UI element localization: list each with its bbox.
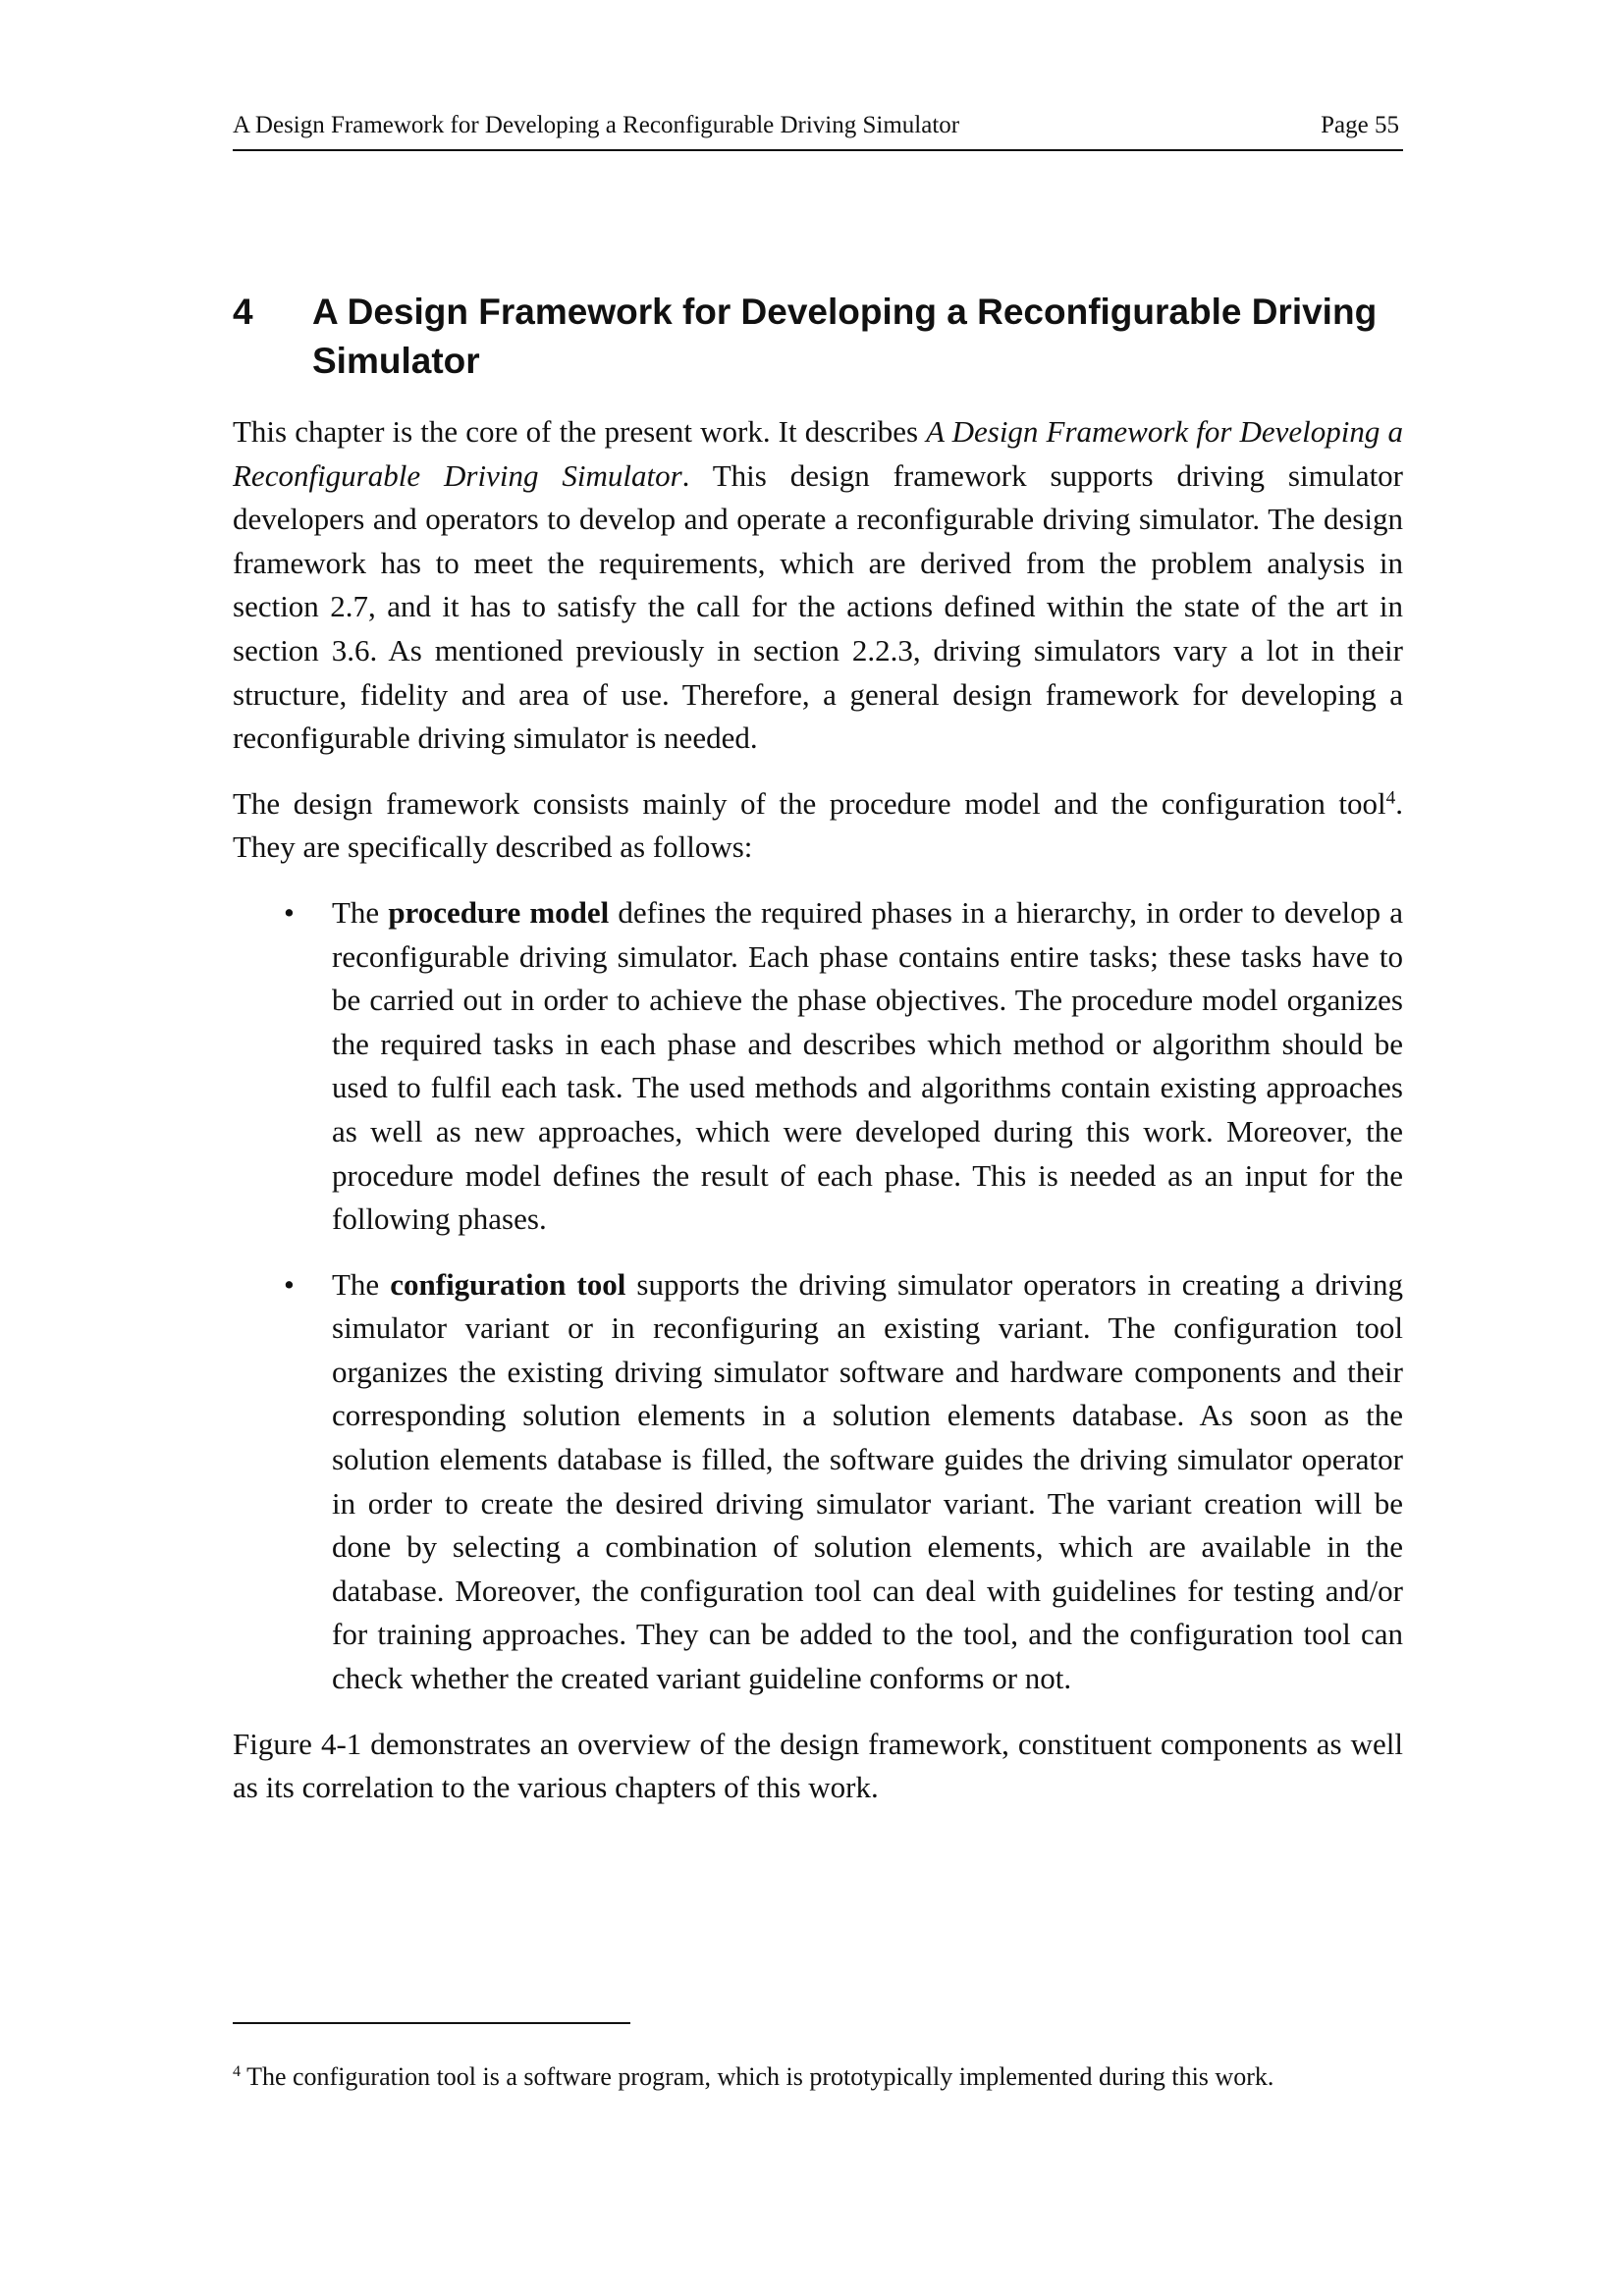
footnote-text: The configuration tool is a software program, which is prototypically implemented during this work.	[241, 2062, 1274, 2091]
bullet-icon: •	[284, 894, 295, 930]
list-item-lead: The	[332, 1266, 391, 1302]
chapter-body	[233, 410, 1403, 1832]
footnote-reference: 4	[1385, 787, 1396, 809]
bullet-icon: •	[284, 1266, 295, 1302]
footnote-mark: 4	[233, 2063, 242, 2081]
closing-paragraph: Figure 4-1 demonstrates an overview of the design framework, constituent components as well as its correlation to the various chapters of this work.	[233, 1726, 1403, 1805]
chapter-number: 4	[233, 292, 253, 332]
list-item-term: procedure model	[388, 894, 610, 930]
intro-p2-text-a: The design framework consists mainly of the procedure model and the configuration tool	[233, 785, 1386, 821]
page-number: Page 55	[1321, 112, 1399, 138]
running-header	[233, 110, 1403, 151]
list-item-term: configuration tool	[390, 1266, 626, 1302]
intro-p1-italic-title: A Design Framework for Developing a Reconfigurable Driving Simulator	[233, 414, 1403, 493]
intro-paragraph-1	[233, 410, 1403, 761]
chapter-heading	[233, 288, 1403, 386]
intro-p2-text-b: . They are specifically described as follows:	[233, 785, 1403, 865]
list-item-lead: The	[332, 894, 389, 930]
footnote	[233, 2059, 1403, 2095]
list-item-text: supports the driving simulator operators in creating a driving simulator variant or in reconfiguring an existing variant. The configuration tool organizes the existing driving simulator software and hardware components and their corresponding solution elements in a solution elements database. As soon as the solution elements database is filled, the software guides the driving simulator operator in order to create the desired driving simulator variant. The variant creation will be done by selecting a combination of solution elements, which are available in the database. Moreover, the configuration tool can deal with guidelines for testing and/or for training approaches. They can be added to the tool, and the configuration tool can check whether the created variant guideline conforms or not.	[332, 1266, 1403, 1696]
intro-paragraph-2	[233, 782, 1403, 870]
list-item-text: defines the required phases in a hierarchy, in order to develop a reconfigurable driving simulator. Each phase contains entire tasks; these tasks have to be carried out in order to achieve the phase objectives. The procedure model organizes the required tasks in each phase and describes which method or algorithm should be used to fulfil each task. The used methods and algorithms contain existing approaches as well as new approaches, which were developed during this work. Moreover, the procedure model defines the result of each phase. This is needed as an input for the following phases.	[332, 894, 1404, 1237]
document-page	[233, 0, 1403, 2296]
intro-p1-text-a: This chapter is the core of the present work. It describes	[233, 414, 927, 449]
chapter-title: A Design Framework for Developing a Reconfigurable Driving Simulator	[312, 292, 1378, 381]
running-header-title: A Design Framework for Developing a Reconfigurable Driving Simulator	[233, 112, 960, 138]
footnote-divider	[233, 2022, 630, 2024]
intro-p1-text-b: . This design framework supports driving simulator developers and operators to develop and operate a reconfigurable driving simulator. The design framework has to meet the requirements, which are derived from the problem analysis in section 2.7, and it has to satisfy the call for the actions defined within the state of the art in section 3.6. As mentioned previously in section 2.2.3, driving simulators vary a lot in their structure, fidelity and area of use. Therefore, a general design framework for developing a reconfigurable driving simulator is needed.	[233, 457, 1404, 756]
component-list	[233, 891, 1403, 1701]
list-item-procedure-model	[233, 891, 1403, 1242]
list-item-configuration-tool	[233, 1263, 1403, 1701]
